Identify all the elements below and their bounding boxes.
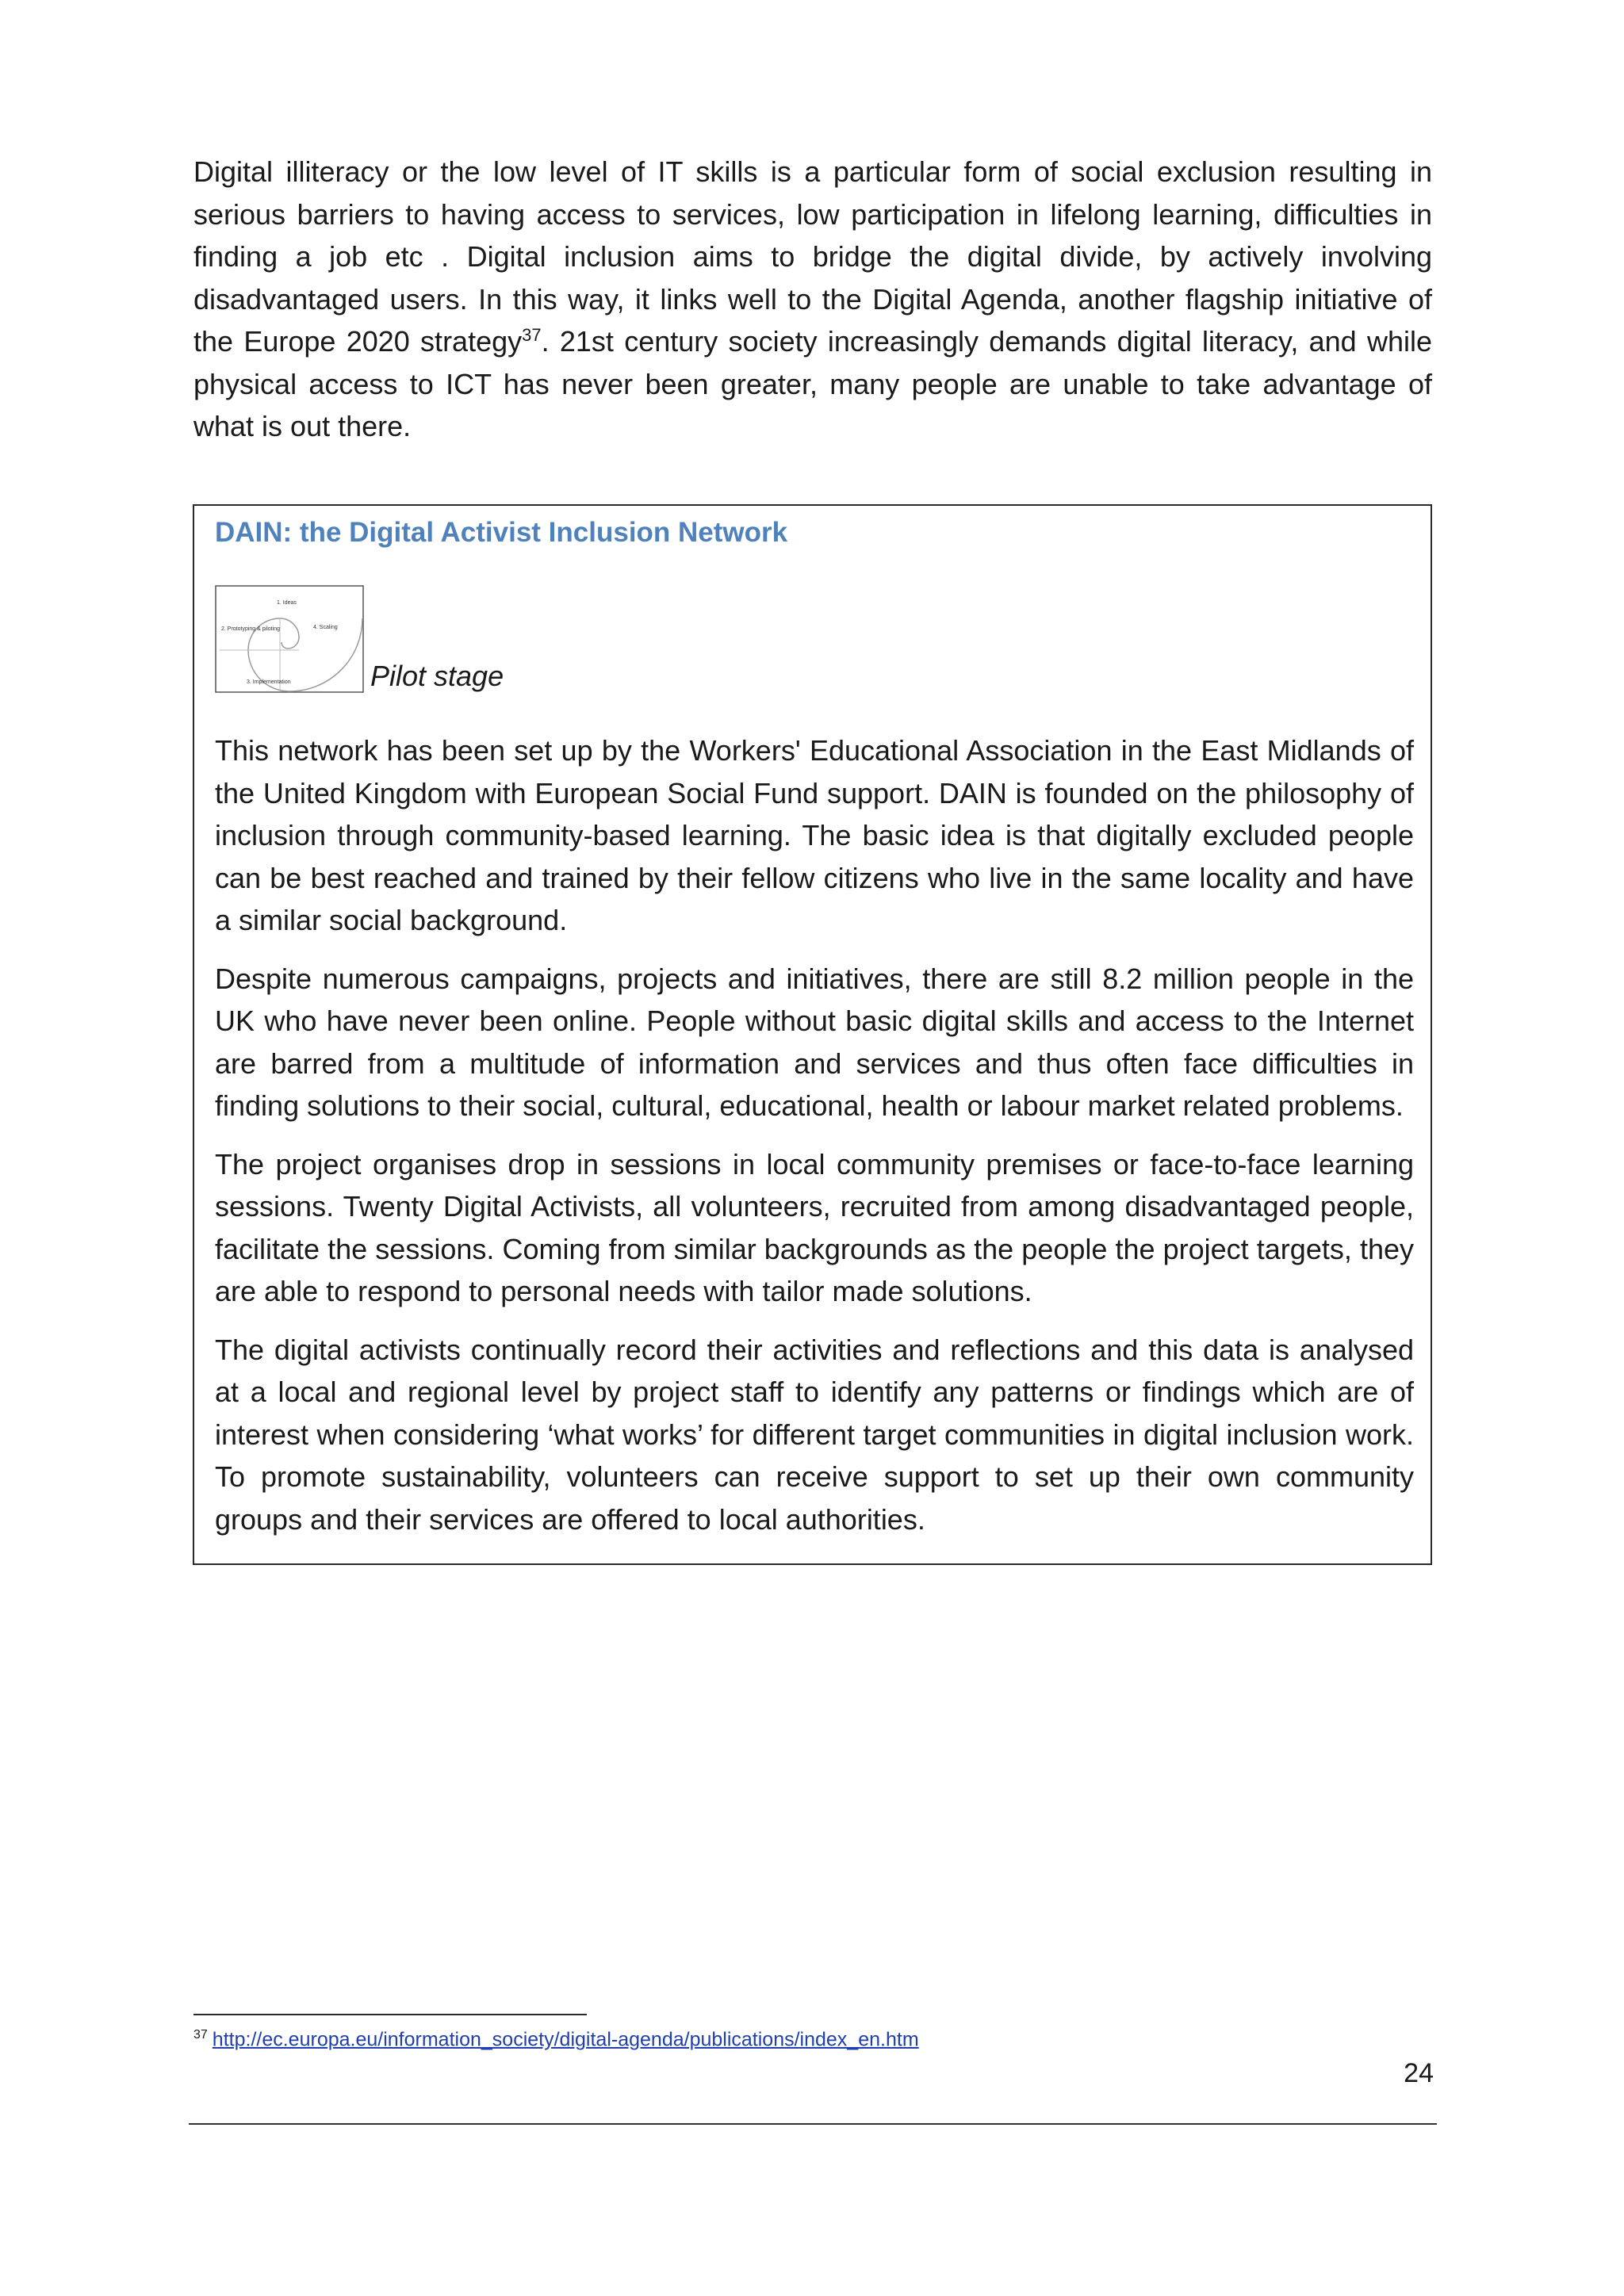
body-paragraph: The project organises drop in sessions in local community premises or face-to-face learning sessions. Twenty Digital Activists, all volunteers, recruited from among disadvantaged people, facilitate the sessions. Coming from similar backgrounds as the people the project targets, they are able to respond to personal needs with tailor made solutions. [215, 1147, 1414, 1307]
case-study-title: DAIN: the Digital Activist Inclusion Network [215, 517, 788, 548]
intro-paragraph [193, 151, 1432, 448]
case-study-body [215, 729, 1414, 1556]
body-paragraph: This network has been set up by the Workers' Educational Association in the East Midlands of the United Kingdom with European Social Fund support. DAIN is founded on the philosophy of inclusion through community-based learning. The basic idea is that digitally excluded people can be best reached and trained by their fellow citizens who live in the same locality and have a similar social background. [215, 734, 1414, 936]
stage-label-implementation: 3. Implementation [247, 679, 291, 685]
innovation-stage-diagram [215, 585, 364, 693]
body-paragraph: The digital activists continually record their activities and reflections and this data is analysed at a local and regional level by project staff to identify any patterns or findings which are of interest when considering ‘what works’ for different target communities in digital inclusion work. To promote sustainability, volunteers can receive support to set up their own community groups and their services are offered to local authorities. [215, 1333, 1414, 1536]
footer-divider [189, 2123, 1437, 2125]
stage-label-scaling: 4. Scaling [313, 625, 338, 630]
intro-text: Digital illiteracy or the low level of IT skills is a particular form of social exclusion resulting in serious barriers to having access to services, low participation in lifelong learning, difficulties in finding a job etc . Digital inclusion aims to bridge the digital divide, by actively involving disadvantaged users. In this way, it links well to the Digital Agenda, another flagship initiative of the Europe 2020 strategy [193, 155, 1432, 358]
stage-label-ideas: 1. Ideas [277, 600, 297, 606]
stage-label-prototyping: 2. Prototyping & piloting [221, 626, 280, 632]
page-number: 24 [1404, 2058, 1434, 2088]
footnote-link[interactable]: http://ec.europa.eu/information_society/digital-agenda/publications/index_en.htm [212, 2028, 919, 2051]
stage-label: Pilot stage [370, 660, 504, 692]
footnote-divider [193, 2014, 587, 2015]
intro-text-continued: . 21st century society increasingly demands digital literacy, and while physical access to ICT has never been greater, many people are unable to take advantage of what is out there. [193, 325, 1432, 442]
footnote [193, 2028, 919, 2051]
body-paragraph: Despite numerous campaigns, projects and initiatives, there are still 8.2 million people in the UK who have never been online. People without basic digital skills and access to the Internet are barred from a multitude of information and services and thus often face difficulties in finding solutions to their social, cultural, educational, health or labour market related problems. [215, 962, 1414, 1122]
case-study-box [193, 504, 1432, 1565]
footnote-number: 37 [193, 2028, 208, 2042]
footnote-reference[interactable]: 37 [522, 325, 542, 345]
